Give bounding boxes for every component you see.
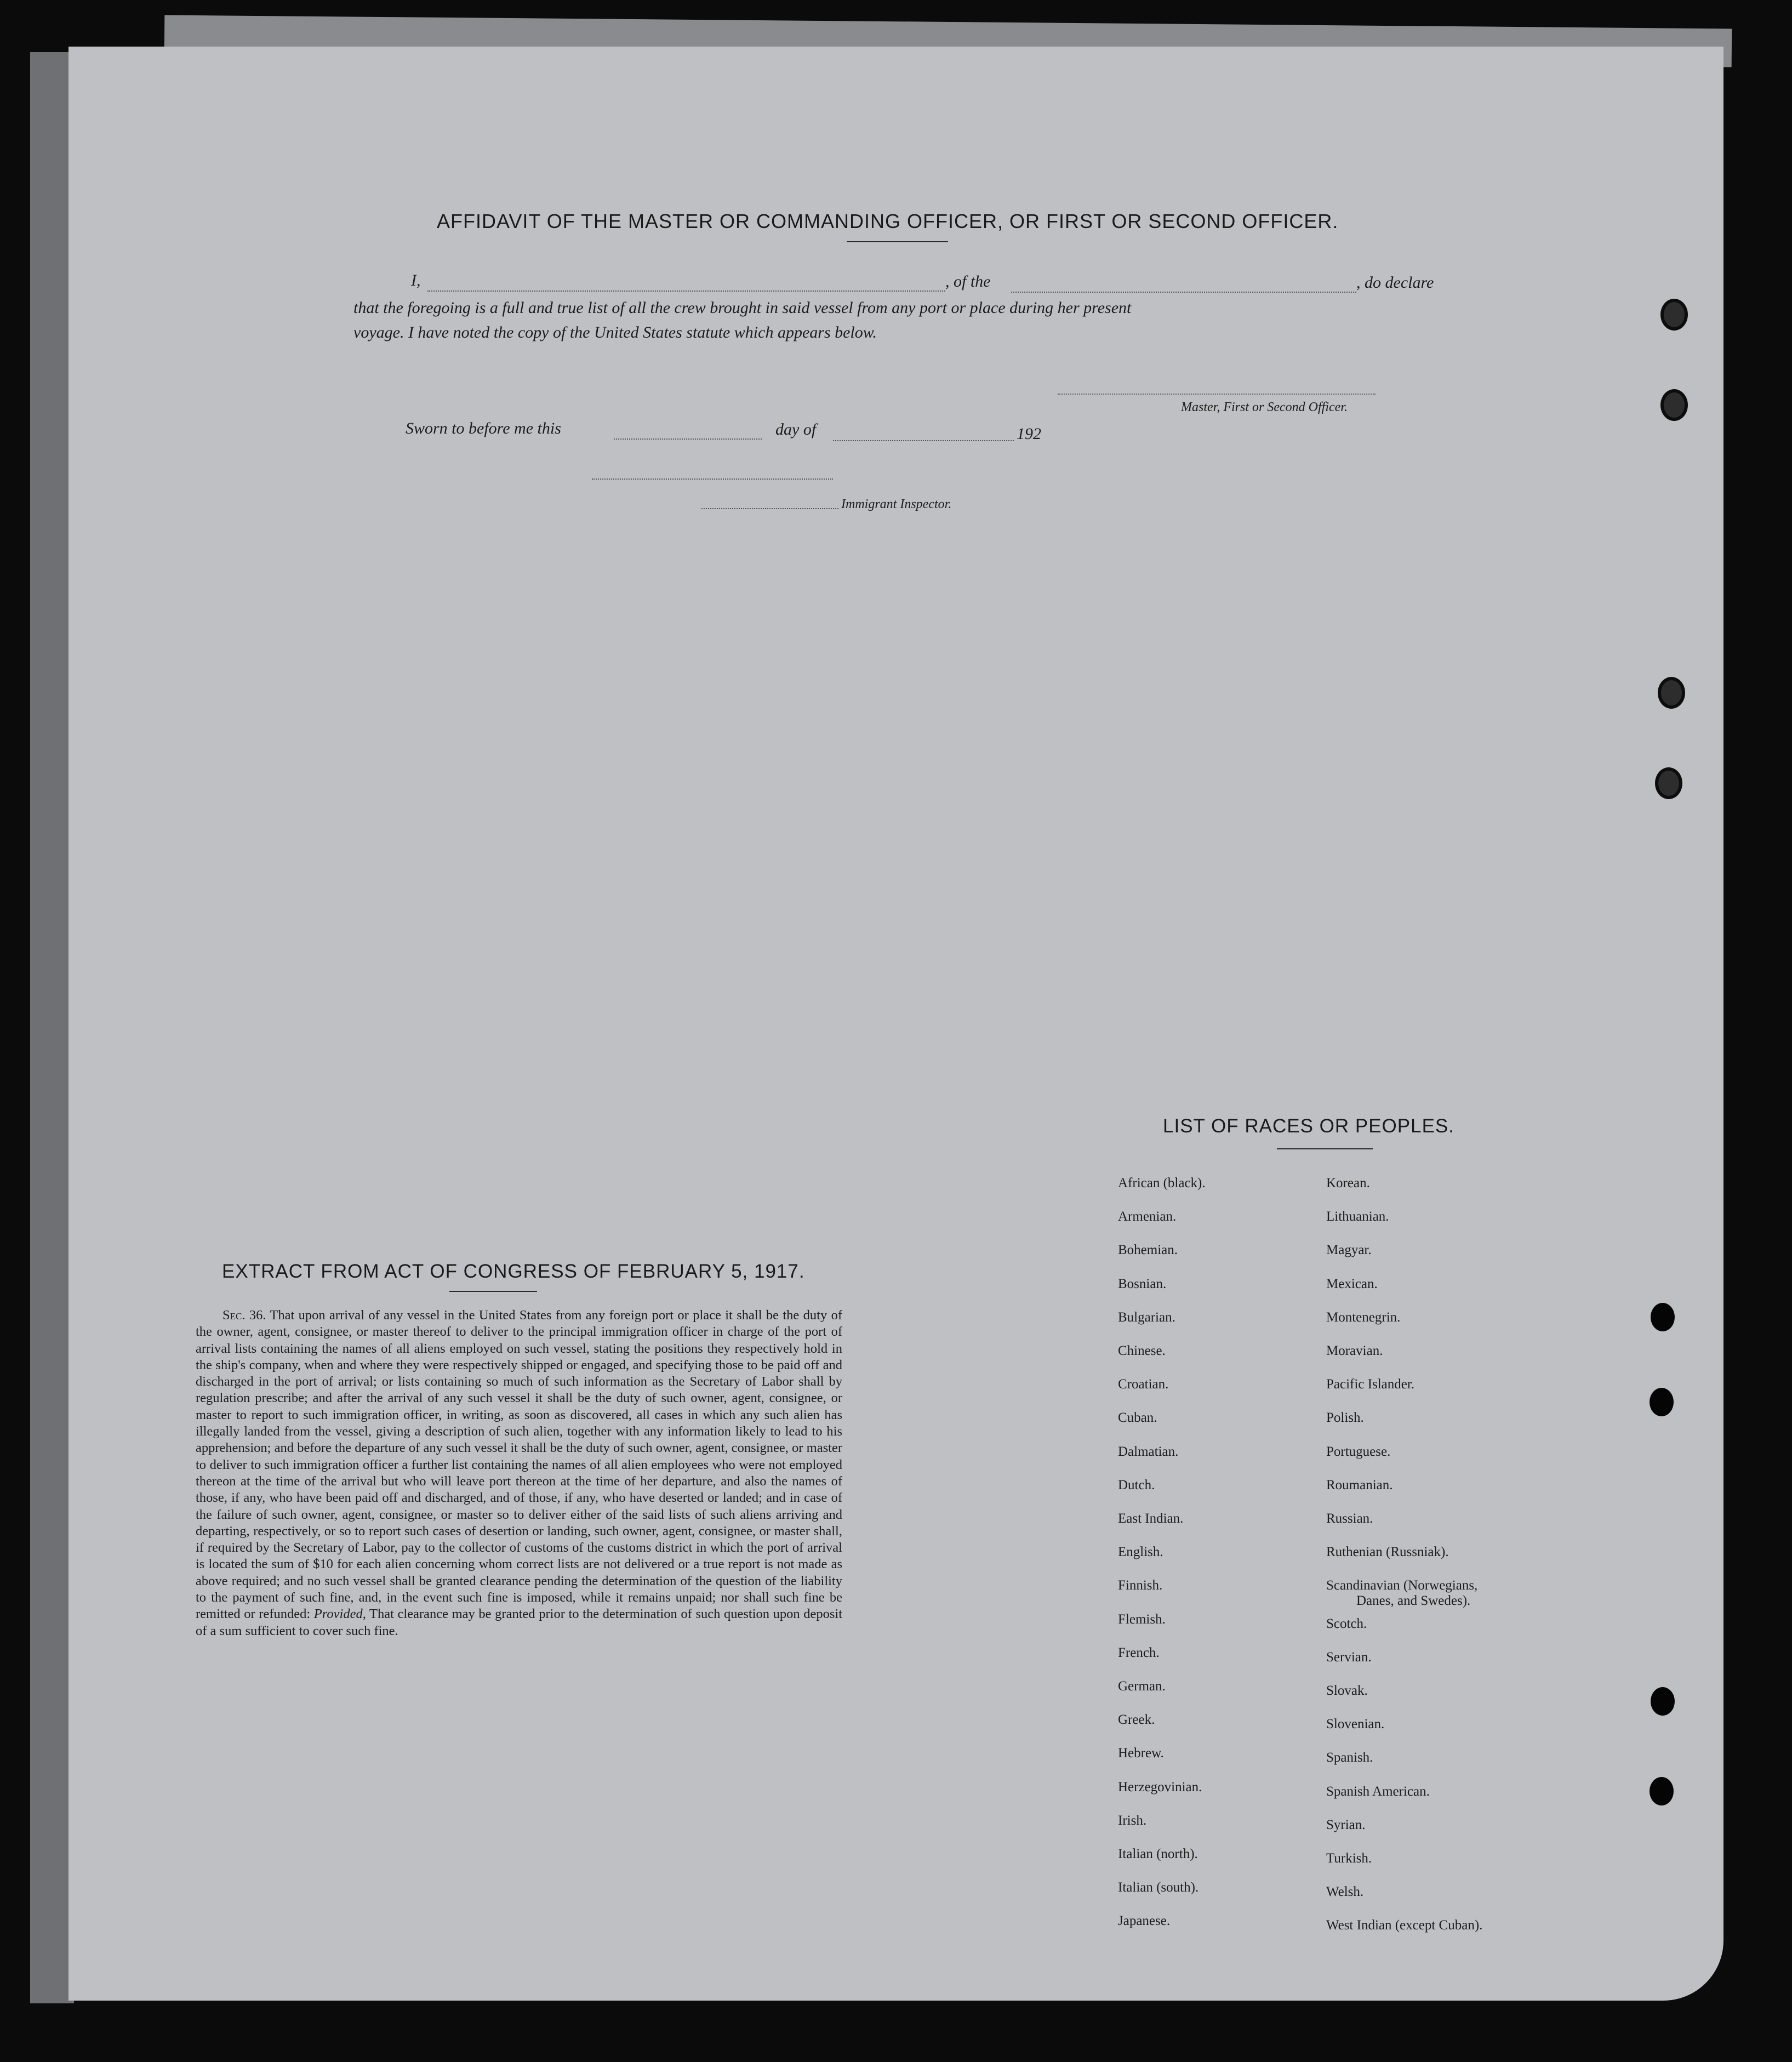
punch-hole xyxy=(1660,389,1688,421)
extract-text-end: That clearance may be granted prior to the determination of such question upon deposit of a sum sufficient to cover such fine. xyxy=(196,1607,843,1638)
race-item: Montenegrin. xyxy=(1326,1309,1401,1325)
punch-hole xyxy=(1651,1303,1675,1331)
sworn-day-of: day of xyxy=(775,420,817,438)
affidavit-heading-rule xyxy=(847,241,948,242)
race-item: Greek. xyxy=(1118,1712,1155,1728)
race-item: Italian (south). xyxy=(1118,1880,1199,1895)
race-item: French. xyxy=(1118,1645,1160,1660)
race-item: Russian. xyxy=(1326,1511,1373,1526)
inspector-signature-field[interactable] xyxy=(592,479,833,480)
page-edge-left xyxy=(30,52,74,2003)
race-item: Cuban. xyxy=(1118,1410,1157,1426)
inspector-caption: Immigrant Inspector. xyxy=(841,497,952,511)
race-item: Scotch. xyxy=(1326,1616,1367,1631)
race-item: Chinese. xyxy=(1118,1343,1166,1358)
extract-text: That upon arrival of any vessel in the United States from any foreign port or place it shall be the duty of the owner, agent, consignee, or master thereof to deliver to the principal immigration officer in charge of the port of arrival lists containing the names of all aliens employed on such vessel, stating the positions they respectively hold in the ship's company, when and where they were respectively shipped or engaged, and specifying those to be paid off and discharged in the port of arrival; or lists containing so much of such information as the Secretary of Labor shall by regulation prescribe; and after the arrival of any such vessel it shall be the duty of such owner, agent, consignee, or master to report to such immigration officer, in writing, as soon as discovered, all cases in which any such alien has illegally landed from the vessel, giving a description of such alien, together with any information likely to lead to his apprehension; and before the departure of any such vessel it shall be the duty of such owner, agent, consignee, or master to deliver to such immigration officer a further list containing the names of all alien employees who were not employed thereon at the time of the arrival but who will leave port thereon at the time of her departure, and also the names of those, if any, who have been paid off and discharged, and of those, if any, who have deserted or landed; and in case of the failure of such owner, agent, consignee, or master so to deliver either of the said lists of such aliens arriving and departing, respectively, or so to report such cases of desertion or landing, such owner, agent, consignee, or master shall, if required by the Secretary of Labor, pay to the collector of customs of the customs district in which the port of arrival is located the sum of $10 for each alien concerning whom correct lists are not delivered or a true report is not made as above required; and no such vessel shall be granted clearance pending the determination of the question of the liability to the payment of such fine, and, in the event such fine is imposed, while it remains unpaid; nor shall such fine be remitted or refunded: xyxy=(196,1308,842,1622)
races-heading-rule xyxy=(1277,1148,1373,1149)
extract-body xyxy=(196,1307,842,1639)
race-item: Irish. xyxy=(1118,1813,1147,1828)
race-item: Servian. xyxy=(1326,1649,1372,1665)
signature-line[interactable] xyxy=(1058,394,1376,395)
extract-heading: EXTRACT FROM ACT OF CONGRESS OF FEBRUARY 5, 1917. xyxy=(222,1261,805,1282)
race-item: Bohemian. xyxy=(1118,1243,1178,1258)
punch-hole xyxy=(1651,1687,1675,1716)
race-item: German. xyxy=(1118,1679,1166,1694)
race-item: African (black). xyxy=(1118,1176,1206,1191)
race-item: Magyar. xyxy=(1326,1243,1372,1258)
race-item: Slovak. xyxy=(1326,1683,1368,1698)
race-item: Dutch. xyxy=(1118,1477,1155,1493)
affidavit-line1-mid: , of the xyxy=(945,272,991,290)
race-item: Herzegovinian. xyxy=(1118,1779,1202,1795)
sworn-month-field[interactable] xyxy=(833,440,1014,441)
race-item: West Indian (except Cuban). xyxy=(1326,1918,1483,1933)
race-item: Armenian. xyxy=(1118,1209,1177,1224)
race-item: East Indian. xyxy=(1118,1511,1184,1526)
race-item: Polish. xyxy=(1326,1410,1364,1426)
race-item: Mexican. xyxy=(1326,1276,1378,1291)
extract-section-label: Sec. 36. xyxy=(222,1308,266,1323)
race-item: Pacific Islander. xyxy=(1326,1377,1415,1392)
punch-hole xyxy=(1658,677,1685,709)
master-name-field[interactable] xyxy=(427,290,945,292)
race-item: Italian (north). xyxy=(1118,1847,1198,1861)
race-item: Scandinavian (Norwegians, xyxy=(1326,1578,1478,1593)
sworn-day-field[interactable] xyxy=(614,438,762,440)
race-continuation: Danes, and Swedes). xyxy=(1356,1593,1471,1608)
signature-caption: Master, First or Second Officer. xyxy=(1181,400,1348,414)
race-item: Spanish American. xyxy=(1326,1784,1430,1799)
races-heading: LIST OF RACES OR PEOPLES. xyxy=(1163,1115,1455,1137)
race-item: Bosnian. xyxy=(1118,1276,1167,1291)
race-item: Korean. xyxy=(1326,1176,1370,1191)
document-page xyxy=(69,47,1723,2001)
punch-hole xyxy=(1660,299,1688,331)
race-item: English. xyxy=(1118,1545,1163,1560)
race-item: Flemish. xyxy=(1118,1611,1166,1627)
sworn-prefix: Sworn to before me this xyxy=(406,419,561,437)
affidavit-line3: voyage. I have noted the copy of the United States statute which appears below. xyxy=(353,323,877,341)
race-item: Dalmatian. xyxy=(1118,1444,1179,1459)
race-item: Hebrew. xyxy=(1118,1746,1164,1761)
race-item: Croatian. xyxy=(1118,1377,1169,1392)
vessel-name-field[interactable] xyxy=(1011,292,1356,293)
inspector-name-field[interactable] xyxy=(701,508,838,509)
race-item: Lithuanian. xyxy=(1326,1209,1389,1224)
race-item: Slovenian. xyxy=(1326,1717,1385,1732)
punch-hole xyxy=(1650,1777,1674,1805)
extract-provided: Provided, xyxy=(313,1607,366,1622)
extract-heading-rule xyxy=(449,1291,537,1292)
race-item: Japanese. xyxy=(1118,1913,1171,1929)
race-item: Portuguese. xyxy=(1326,1444,1391,1459)
affidavit-heading: AFFIDAVIT OF THE MASTER OR COMMANDING OFFICER, OR FIRST OR SECOND OFFICER. xyxy=(437,210,1339,232)
race-item: Welsh. xyxy=(1326,1884,1364,1900)
affidavit-line2: that the foregoing is a full and true list of all the crew brought in said vessel from any port or place during her present xyxy=(353,299,1132,317)
affidavit-line1-start: I, xyxy=(411,271,421,289)
punch-hole xyxy=(1655,767,1682,799)
race-item: Spanish. xyxy=(1326,1750,1373,1765)
race-item: Roumanian. xyxy=(1326,1477,1393,1493)
race-item: Finnish. xyxy=(1118,1578,1163,1593)
race-item: Ruthenian (Russniak). xyxy=(1326,1545,1449,1560)
race-item: Syrian. xyxy=(1326,1817,1366,1832)
race-item: Moravian. xyxy=(1326,1343,1383,1358)
race-item: Bulgarian. xyxy=(1118,1309,1175,1325)
sworn-year: 192 xyxy=(1017,425,1041,443)
affidavit-line1-end: , do declare xyxy=(1356,274,1434,292)
race-item: Turkish. xyxy=(1326,1851,1372,1866)
punch-hole xyxy=(1650,1388,1674,1416)
